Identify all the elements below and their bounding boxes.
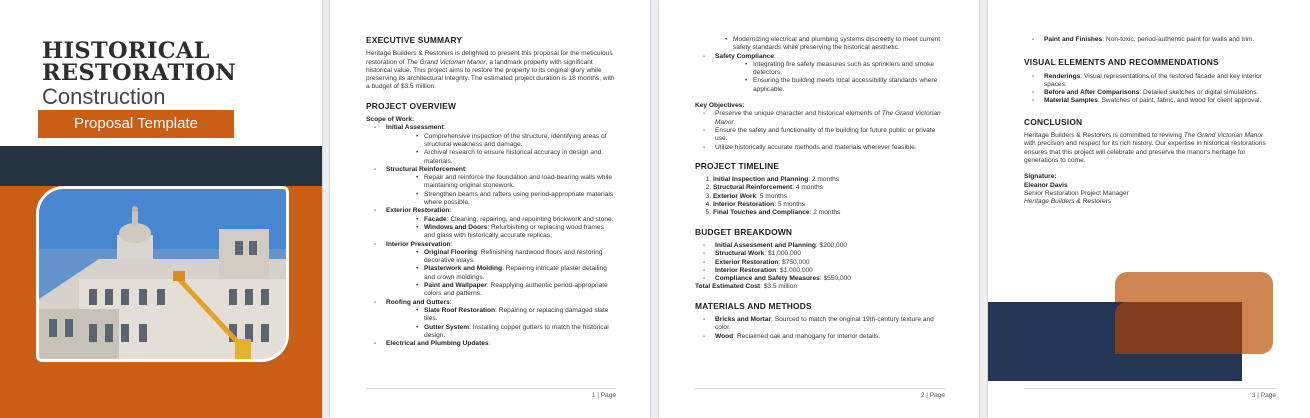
page-footer: 2 | Page [695,388,945,399]
item-text: : 4 months [792,184,823,192]
page-1 [330,0,650,418]
sub-item [386,191,616,208]
signer-company: Heritage Builders & Restorers [1024,198,1112,206]
cover-page [0,0,322,418]
timeline-item [713,176,945,184]
item-text: Utilize historically accurate methods and materials wherever feasible. [715,143,917,151]
item-label: Exterior Restoration [715,258,779,266]
safety-list [695,53,945,94]
item-colon: : [465,165,467,173]
signature-label: Signature: [1024,173,1057,181]
item-text: Repair and reinforce the foundation and load-bearing walls while maintaining original stonework. [424,174,613,190]
budget-item [695,250,945,258]
cover-dark-band [0,146,322,186]
sub-item [386,149,616,166]
item-text: Comprehensive inspection of the structure, identifying areas of structural weakness and damage. [424,132,607,148]
item-label: Initial Inspection and Planning [713,176,809,184]
sub-item [386,265,616,282]
scope-label: Scope of Work: [366,116,415,124]
building-illustration [39,189,286,359]
item-colon: : [449,207,452,215]
item-text: Ensure the safety and functionality of the building for future public or private use. [715,126,936,143]
item-label: Electrical and Plumbing Updates [386,340,489,348]
page-footer: 1 | Page [366,388,616,399]
item-text: : Refinishing hardwood floors and restoring decorative inlays. [424,248,603,265]
page-2 [659,0,979,418]
item-label: Windows and Doors [424,223,488,231]
sub-list [386,307,616,340]
scope-list [366,124,616,348]
item-text: : Installing copper gutters to match the historical design. [424,323,609,339]
sub-item [386,307,616,324]
item-text: . [733,118,736,126]
sub-list [386,133,616,166]
exec-text-a: Heritage Builders & Restorers is delighted to present this proposal for the meticulous restoration of [366,50,613,66]
item-label: Before and After Comparisons [1044,89,1140,97]
item-text: : Repairing or replacing damaged slate tiles. [424,306,609,323]
budget-item [695,275,945,283]
sub-item [386,216,616,224]
timeline-list [695,176,945,217]
building-photo [36,186,289,362]
timeline-heading: PROJECT TIMELINE [695,160,780,171]
item-label: Compliance and Safety Measures [715,275,820,283]
materials-list [695,316,945,341]
key-objectives-label: Key Objectives: [695,102,745,110]
item-label: Final Touches and Compliance [713,209,810,217]
item-text: : Sourced to match the original 19th-century texture and color. [715,316,934,332]
cover-subtitle: Construction [42,84,166,109]
list-item [366,299,616,340]
item-label: Plasterwork and Molding [424,265,503,273]
list-item [366,207,616,240]
item-text: Archival research to ensure historical accuracy in design and materials. [424,149,602,165]
item-label: Initial Assessment [386,124,444,132]
item-text: : Detailed sketches or digital simulations. [1139,89,1259,97]
item-label: Interior Restoration [715,266,777,274]
conclusion-a: Heritage Builders & Restorers is committed to reviving [1024,132,1184,140]
list-item: • Modernizing electrical and plumbing systems discreetly to meet current safety standards while preserving the historical aesthetic. [695,36,945,53]
sub-item [386,324,616,341]
item-label: Interior Preservation [386,240,451,248]
item-label: Initial Assessment and Planning [715,241,816,249]
safety-sublist [715,61,945,94]
item-text: : 5 months [774,201,805,209]
item-colon: : [488,340,491,348]
executive-summary-text [366,50,616,91]
item-italic: The Grand Victorian Manor [715,110,941,126]
materials-item [695,316,945,333]
item-text: : $1,000,000 [764,250,802,258]
timeline-item [713,201,945,209]
continued-list [695,36,945,53]
page-footer: 3 | Page [1024,388,1276,399]
item-label: Original Flooring [424,248,478,256]
item-colon: : [450,240,453,248]
item-text: : Refurbishing or replacing wood frames and glass with historically accurate replicas. [424,223,604,240]
list-item [366,124,616,165]
item-label: Bricks and Mortar [715,316,772,324]
sub-item [386,224,616,241]
item-label: Structural Work [715,250,765,258]
visual-list [1024,73,1276,106]
item-text: : 5 months [756,192,787,200]
sub-item [386,249,616,266]
paint-list [1024,36,1276,44]
item-text: : Reapplying authentic period-appropriate colors and patterns. [424,282,608,298]
visual-item [1024,97,1276,105]
cover-title [42,40,236,84]
sub-list [386,216,616,241]
conclusion-italic: The Grand Victorian Manor [1183,132,1264,140]
budget-item [695,259,945,267]
item-label: Paint and Finishes [1044,36,1103,43]
item-text: : Reclaimed oak and mahogany for interior details. [733,332,881,340]
materials-item [695,333,945,341]
visual-item [1024,89,1276,97]
signer-title: Senior Restoration Project Manager [1024,189,1129,197]
budget-item [695,267,945,275]
item-text: : $550,000 [819,275,851,283]
sub-item [386,133,616,150]
item-label: Structural Reinforcement [386,165,466,173]
list-item [366,340,616,348]
cover-title-line2: RESTORATION [42,60,237,86]
safety-label: Safety Compliance [715,52,774,60]
item-text: : Cleaning, repairing, and repointing brickwork and stone. [446,215,614,223]
item-text: Preserve the unique character and historical elements of [715,110,882,118]
list-item [1024,36,1276,44]
item-label: Interior Restoration [713,201,775,209]
item-label: Gutter System [424,323,470,331]
item-label: Material Samples [1044,97,1098,105]
page-3 [988,0,1310,418]
sub-list [386,249,616,299]
sub-item: • Ensuring the building meets local accessibility standards where applicable. [715,77,945,94]
cover-title-line1: HISTORICAL [42,38,210,64]
item-text: : Repairing intricate plaster detailing and crown moldings. [424,265,607,281]
budget-item [695,242,945,250]
item-label: Wood [715,332,734,340]
total-value: : $3.5 million [760,283,798,291]
list-item [695,127,945,144]
signer-name: Eleanor Davis [1024,181,1068,189]
conclusion-b: with precision and respect for its rich history. Our expertise in historical restorations ensures that this project will celebrate and preserve the manor's heritage for generations to come. [1024,140,1266,164]
item-label: Slate Roof Restoration [424,306,496,314]
project-overview-heading: PROJECT OVERVIEW [366,100,457,111]
list-item [366,241,616,299]
item-label: Paint and Wallpaper [424,282,487,290]
key-objectives-list [695,110,945,151]
exec-text-italic: The Grand Victorian Manor [406,58,486,66]
timeline-item [713,209,945,217]
list-item [695,144,945,152]
timeline-item [713,184,945,192]
item-label: Exterior Work [713,192,757,200]
decor-bottom [988,381,1310,418]
item-text: : 2 months [808,176,840,184]
decor-overlap [1115,302,1242,354]
sub-item [386,174,616,191]
item-colon: : [443,124,446,132]
item-label: Roofing and Gutters [386,298,450,306]
budget-heading: BUDGET BREAKDOWN [695,226,793,237]
item-text: Strengthen beams and rafters using period-appropriate materials where possible. [424,190,614,207]
item-colon: : [449,298,452,306]
item-text: : $750,000 [778,258,810,266]
item-text: : 2 months [809,209,841,217]
total-label: Total Estimated Cost [695,283,761,291]
list-item: - Safety Compliance: • Integrating fire safety measures such as sprinklers and smoke detectors. • Ensuring the building meets local accessibility standards where applicable. [695,53,945,94]
sub-item [386,282,616,299]
item-text: : Visual representations of the restored facade and key interior spaces. [1044,72,1262,88]
visual-item [1024,73,1276,90]
total-cost [695,283,945,291]
sub-list [386,174,616,207]
executive-summary-heading: EXECUTIVE SUMMARY [366,35,463,45]
cover-badge: Proposal Template [38,110,234,138]
item-label: Facade [424,215,447,223]
item-label: Renderings [1044,72,1081,80]
item-text: : Non-toxic, period-authentic paint for walls and trim. [1102,36,1255,43]
list-item [366,166,616,207]
list-item [695,110,945,127]
budget-list [695,242,945,283]
conclusion-text [1024,132,1276,165]
exec-text-b: , a landmark property with significant historical value. This project aims to restore the property to its original glory while preserving its architectural integrity. The estimated project duration is 18 months, with a budget of $3.5 million. [366,58,615,91]
visual-heading: VISUAL ELEMENTS AND RECOMMENDATIONS [1024,57,1219,68]
conclusion-heading: CONCLUSION [1024,116,1083,127]
item-label: Structural Reinforcement [713,184,793,192]
item-text: : Swatches of paint, fabric, and wood for client approval. [1097,97,1262,105]
timeline-item [713,193,945,201]
item-label: Exterior Restoration [386,207,450,215]
materials-heading: MATERIALS AND METHODS [695,300,812,311]
item-text: : $1,000,000 [776,266,813,274]
item-text: : $200,000 [815,241,848,249]
sub-item: • Integrating fire safety measures such as sprinklers and smoke detectors. [715,61,945,78]
